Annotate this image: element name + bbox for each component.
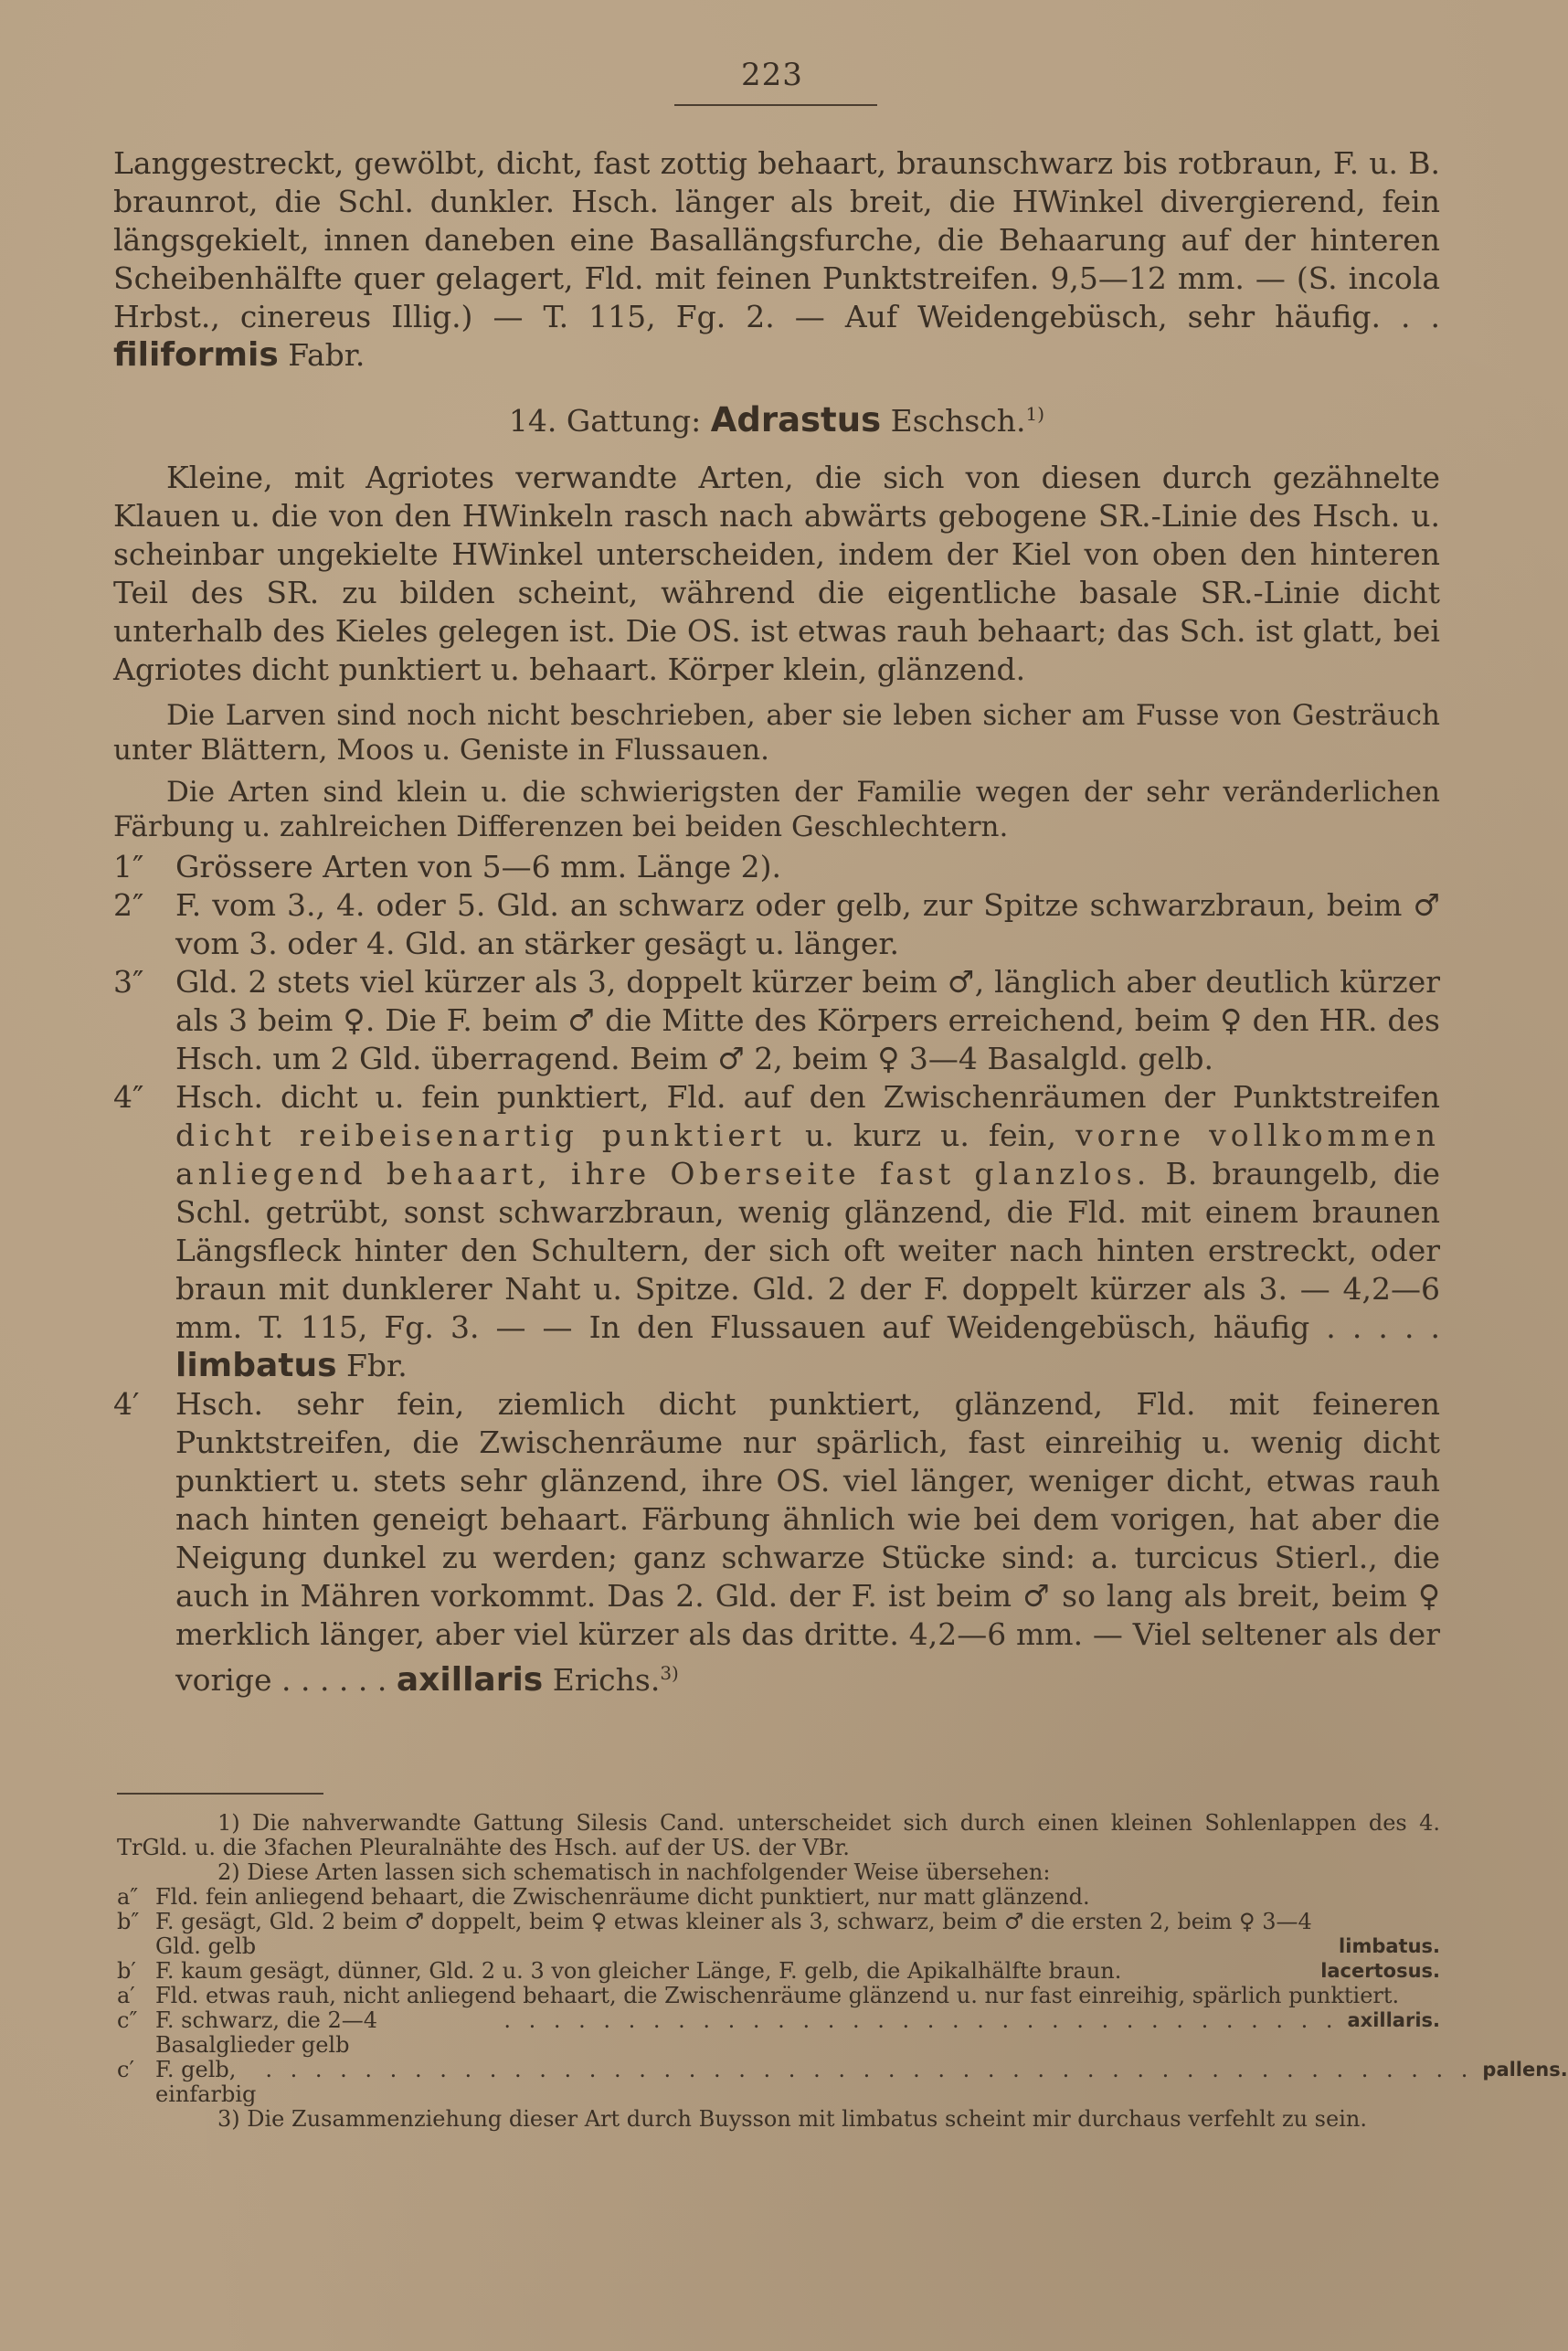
species-author: Fbr. [346,1348,408,1383]
schema-row [117,1910,1440,1959]
schema-line [155,2008,1440,2058]
schema-species: lacertosus. [1320,1960,1440,1982]
schema-text: F. gesägt, Gld. 2 beim ♂ doppelt, beim ♀ etwas kleiner als 3, schwarz, beim ♂ die ersten 2, beim ♀ 3—4 Gld. gelb [155,1909,1312,1959]
footnote-mark: 1) [1025,403,1045,425]
schema-text: Fld. fein anliegend behaart, die Zwischenräume dicht punktiert, nur matt glänzend. [155,1884,1090,1910]
schema-text: F. gelb, einfarbig [155,2057,257,2107]
leader-dots: . . . . . . . . . . . . . . . . . . . . . . . . . . . . . . . . . . . . . . . . . . . . . . . . . [265,2057,1474,2082]
leader-dots: . . . . . . . . . . . . . . . . . . . . . . . . . . . . . . . . . . [503,2007,1339,2033]
key-text-part: Hsch. dicht u. fein punktiert, Fld. auf den Zwischenräumen der Punktstreifen [175,1079,1440,1115]
paragraph: Kleine, mit Agriotes verwandte Arten, die sich von diesen durch gezähnelte Klauen u. die von den HWinkeln rasch nach abwärts gebogene SR.-Linie des Hsch. u. scheinbar ungekielte HWinkel unterscheiden, indem der Kiel von oben den hinteren Teil des SR. zu bilden scheint, während die eigentliche basale SR.-Linie dicht unterhalb des Kieles gelegen ist. Die OS. ist etwas rauh behaart; das Sch. ist glatt, bei Agriotes dicht punktiert u. behaart. Körper klein, glänzend. [113,460,1440,687]
key-text-part: u. kurz u. fein, [804,1117,1056,1153]
schema-line [155,2058,1568,2107]
key-number: 2″ [113,887,144,923]
key-text [175,1078,1440,1385]
header-rule [674,104,877,106]
species-author: Fabr. [288,337,366,373]
schema-species: limbatus. [1339,1935,1440,1957]
key-number: 4″ [113,1079,144,1115]
footnotes [117,1810,1568,2132]
schema-row [117,2057,1568,2107]
spaced-text: vorne vollkommen anliegend behaart, ihre Oberseite fast glanzlos. [175,1117,1440,1191]
paragraph: Die Larven sind noch nicht beschrieben, aber sie leben sicher am Fusse von Gesträuch unter Blättern, Moos u. Geniste in Flussauen. [113,699,1440,767]
species-author: Erichs. [552,1662,661,1698]
key-text-part: Hsch. sehr fein, ziemlich dicht punktiert, glänzend, Fld. mit feineren Punktstreifen, die Zwischenräume nur spärlich, fast einreihig u. wenig dicht punktiert u. stets sehr glänzend, ihre OS. viel länger, weniger dicht, etwas rauh nach hinten geneigt behaart. Färbung ähnlich wie bei dem vorigen, hat aber die Neigung dunkel zu werden; ganz schwarze Stücke sind: a. turcicus Stierl., die auch in Mähren vorkommt. Das 2. Gld. der F. ist beim ♂ so lang als breit, beim ♀ merklich länger, aber viel kürzer als das dritte. 4,2—6 mm. — Viel seltener als der vorige . . . . . . [175,1386,1440,1698]
schema-label: a′ [117,1983,135,2008]
genus-heading [113,395,1440,440]
schema-label: a″ [117,1884,139,1910]
key-text: Gld. 2 stets viel kürzer als 3, doppelt kürzer beim ♂, länglich aber deutlich kürzer als 3 beim ♀. Die F. beim ♂ die Mitte des Körpers erreichend, beim ♀ den HR. des Hsch. um 2 Gld. überragend. Beim ♂ 2, beim ♀ 3—4 Basalgld. gelb. [175,964,1440,1076]
schema-label: b′ [117,1958,136,1984]
footnote-3: 3) Die Zusammenziehung dieser Art durch Buysson mit limbatus scheint mir durchaus verfehlt zu sein. [217,2106,1367,2132]
schema-row [117,1959,1440,1984]
key-entry [113,848,1440,886]
genus-author: Eschsch. [890,403,1026,439]
page-number: 223 [741,57,803,93]
spaced-text: dicht reibeisenartig punktiert [175,1117,786,1153]
schema-text: Fld. etwas rauh, nicht anliegend behaart, die Zwischenräume glänzend u. nur fast einreihig, spärlich punktiert. [155,1983,1400,2008]
footnote-1: 1) Die nahverwandte Gattung Silesis Cand. unterscheidet sich durch einen kleinen Sohlenlappen des 4. TrGld. u. die 3fachen Pleuralnähte des Hsch. auf der US. der VBr. [117,1810,1440,1860]
key-number: 3″ [113,964,144,1000]
schema-line [155,1910,1440,1959]
genus-name: Adrastus [710,400,882,439]
schema-label: c′ [117,2057,134,2082]
schema-species: pallens. [1482,2059,1568,2081]
species-name: limbatus [175,1347,337,1384]
intro-text: Langgestreckt, gewölbt, dicht, fast zottig behaart, braunschwarz bis rotbraun, F. u. B. braunrot, die Schl. dunkler. Hsch. länger als breit, die HWinkel divergierend, fein längsgekielt, innen daneben eine Basallängsfurche, die Behaarung auf der hinteren Scheibenhälfte quer gelagert, Fld. mit feinen Punktstreifen. 9,5—12 mm. — (S. incola Hrbst., cinereus Illig.) — T. 115, Fg. 2. — Auf Weidengebüsch, sehr häufig. . . [113,145,1440,334]
key-entry [113,1385,1440,1700]
key-text: Grössere Arten von 5—6 mm. Länge 2). [175,849,781,884]
key-text: F. vom 3., 4. oder 5. Gld. an schwarz oder gelb, zur Spitze schwarzbraun, beim ♂ vom 3. oder 4. Gld. an stärker gesägt u. länger. [175,887,1440,961]
key-entry [113,886,1440,963]
schema-text: F. schwarz, die 2—4 Basalglieder gelb [155,2007,378,2058]
footnote-mark: 3) [660,1662,679,1684]
species-name: axillaris [396,1661,544,1699]
genus-prefix: 14. Gattung: [508,403,702,439]
schema-label: b″ [117,1909,140,1934]
species-name: filiformis [113,336,279,374]
intro-paragraph [113,144,1440,375]
key-text-part: B. braungelb, die Schl. getrübt, sonst schwarzbraun, wenig glänzend, die Fld. mit einem braunen Längsfleck hinter den Schultern, der sich oft weiter nach hinten erstreckt, oder braun mit dunklerer Naht u. Spitze. Gld. 2 der F. doppelt kürzer als 3. — 4,2—6 mm. T. 115, Fg. 3. — — In den Flussauen auf Weidengebüsch, häufig . . . . . [175,1156,1440,1345]
main-text [113,144,1440,1700]
schema-text: F. kaum gesägt, dünner, Gld. 2 u. 3 von gleicher Länge, F. gelb, die Apikalhälfte braun. [155,1958,1122,1984]
footnote-2: 2) Diese Arten lassen sich schematisch in nachfolgender Weise übersehen: [217,1859,1051,1885]
schema-label: c″ [117,2007,138,2033]
schema-species: axillaris. [1347,2009,1440,2031]
schema-row [117,1885,1440,1910]
schema-row [117,1984,1440,2008]
key-text [175,1385,1440,1700]
key-number: 4′ [113,1386,140,1422]
footnote-rule [117,1793,323,1795]
schema-row [117,2008,1440,2058]
key-entry [113,963,1440,1078]
schema-line [155,1959,1440,1984]
key-number: 1″ [113,849,144,884]
paragraph: Die Arten sind klein u. die schwierigsten der Familie wegen der sehr veränderlichen Färbung u. zahlreichen Differenzen bei beiden Geschlechtern. [113,776,1440,843]
key-entry [113,1078,1440,1385]
